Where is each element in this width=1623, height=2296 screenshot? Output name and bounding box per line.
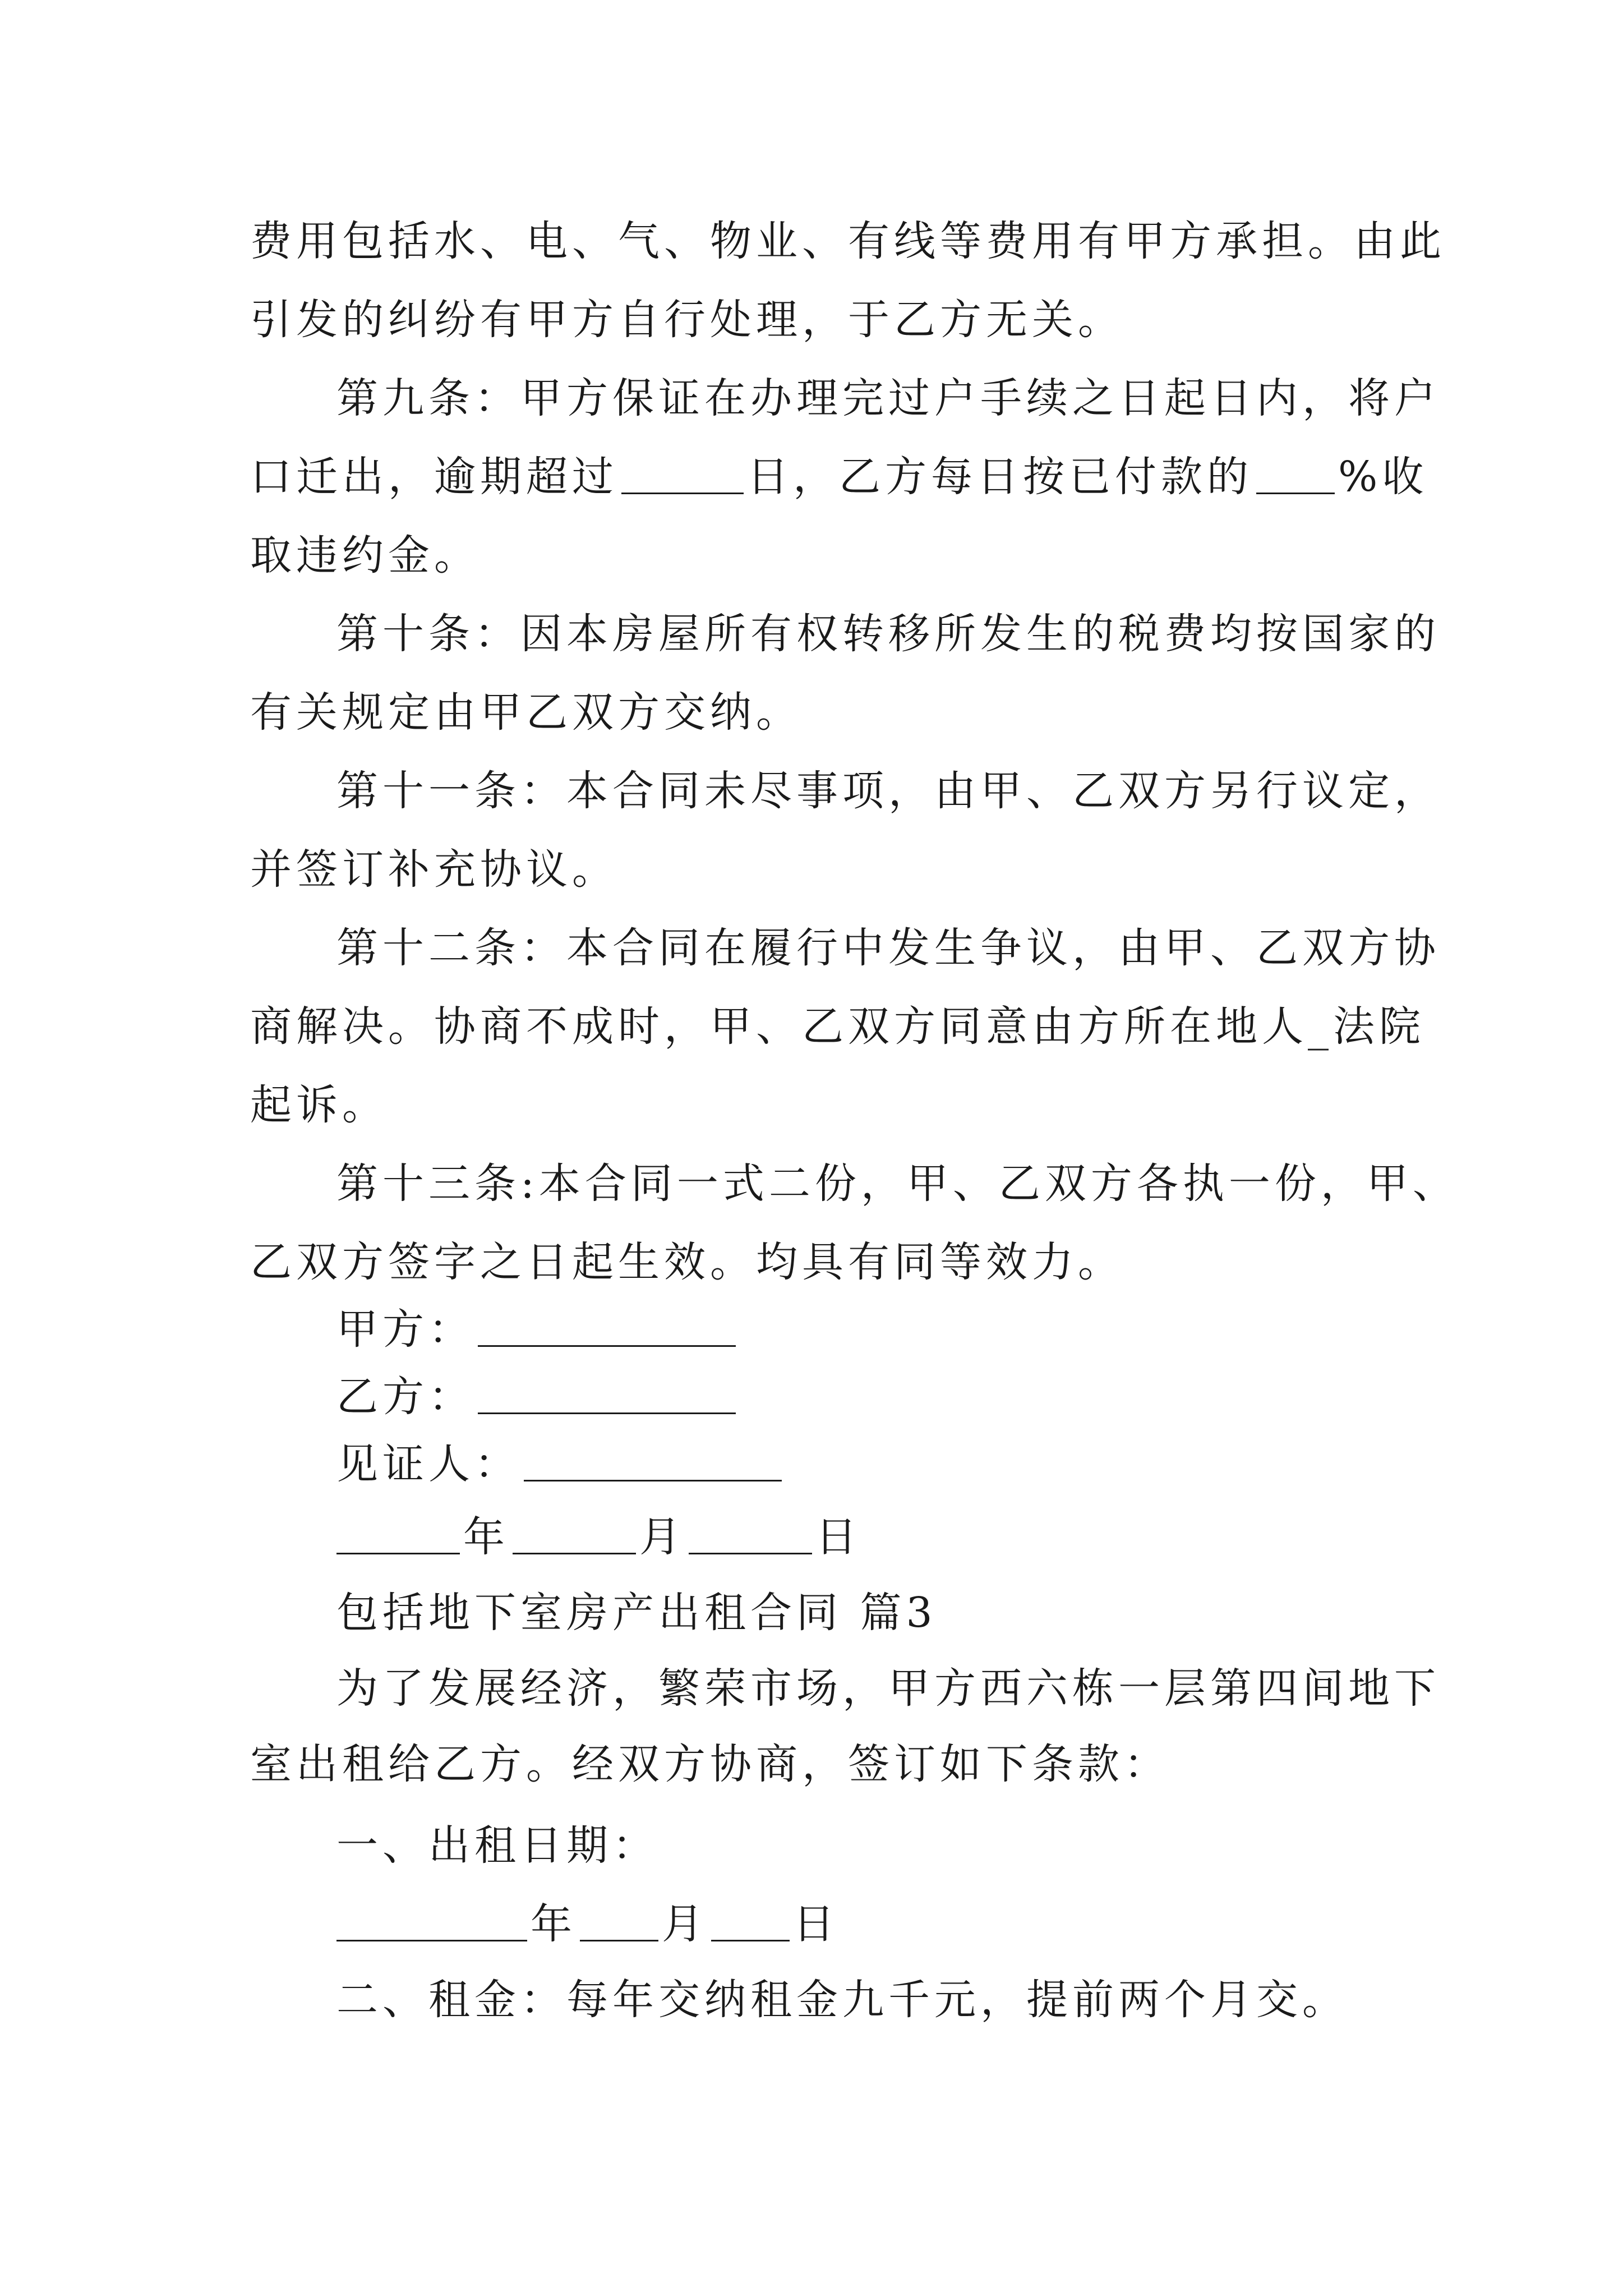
text-line: 商解决。协商不成时，甲、乙双方同意由方所在地人_法院 (250, 1002, 1425, 1051)
witness-blank (524, 1441, 782, 1481)
month-blank (513, 1513, 636, 1554)
section-3-intro: 为了发展经济，繁荣市场，甲方西六栋一层第四间地下 (336, 1664, 1440, 1713)
text-line: 并签订补充协议。 (250, 845, 618, 894)
year-label: 年 (531, 1900, 577, 1948)
article-13: 第十三条:本合同一式二份，甲、乙双方各执一份，甲、 (336, 1159, 1459, 1208)
item-1: 一、出租日期： (336, 1821, 658, 1870)
text-line: 起诉。 (250, 1081, 388, 1129)
witness-signature (336, 1436, 1481, 1492)
party-b-signature (336, 1369, 1481, 1425)
year-blank (336, 1513, 460, 1554)
year-label: 年 (463, 1513, 509, 1561)
day-label: 日 (793, 1900, 839, 1948)
signature-date (336, 1509, 1481, 1565)
party-b-blank (478, 1373, 736, 1414)
item-2: 二、租金：每年交纳租金九千元，提前两个月交。 (336, 1976, 1348, 2024)
year-blank (336, 1901, 527, 1941)
text-segment: 日，乙方每日按已付款的 (747, 453, 1253, 501)
month-label: 月 (662, 1900, 708, 1948)
blank-field (1256, 453, 1335, 494)
text-line: 室出租给乙方。经双方协商，签订如下条款： (250, 1740, 1170, 1788)
text-line: 费用包括水、电、气、物业、有线等费用有甲方承担。由此 (250, 217, 1446, 265)
article-12: 第十二条：本合同在履行中发生争议，由甲、乙双方协 (336, 924, 1440, 972)
text-line: 引发的纠纷有甲方自行处理，于乙方无关。 (250, 296, 1124, 344)
day-blank (689, 1513, 812, 1554)
party-a-label: 甲方： (336, 1305, 474, 1354)
month-blank (580, 1901, 658, 1941)
article-11: 第十一条：本合同未尽事项，由甲、乙双方另行议定， (336, 767, 1440, 815)
text-segment: %收 (1338, 453, 1428, 501)
party-a-blank (478, 1306, 736, 1347)
witness-label: 见证人： (336, 1440, 520, 1488)
article-10: 第十条：因本房屋所有权转移所发生的税费均按国家的 (336, 610, 1440, 658)
article-9-title: 第九条：甲方保证在办理完过户手续之日起日内，将户 (336, 374, 1440, 422)
rental-date (336, 1896, 1481, 1952)
section-3-title: 包括地下室房产出租合同 篇3 (336, 1589, 937, 1637)
party-b-label: 乙方： (336, 1373, 474, 1421)
day-blank (711, 1901, 790, 1941)
text-line: 取违约金。 (250, 531, 480, 579)
text-line: 有关规定由甲乙双方交纳。 (250, 688, 802, 737)
article-9-line-2 (250, 449, 1428, 505)
month-label: 月 (639, 1513, 685, 1561)
text-segment: 口迁出，逾期超过 (250, 453, 618, 501)
day-label: 日 (815, 1513, 861, 1561)
party-a-signature (336, 1301, 1481, 1358)
blank-field (621, 453, 744, 494)
text-line: 乙双方签字之日起生效。均具有同等效力。 (250, 1238, 1124, 1286)
